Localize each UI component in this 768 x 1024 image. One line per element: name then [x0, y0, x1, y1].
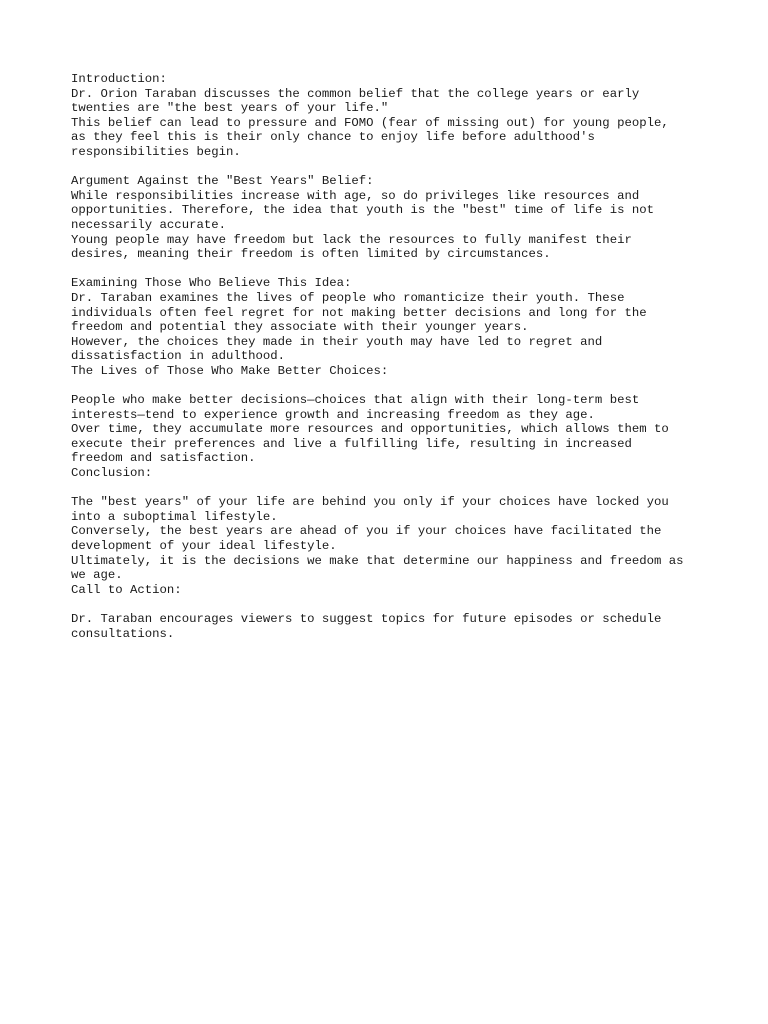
- text-line: Over time, they accumulate more resources and opportunities, which allows them to: [71, 422, 669, 437]
- text-line: [71, 481, 711, 496]
- text-line: we age.: [71, 568, 123, 583]
- text-line: This belief can lead to pressure and FOMO (fear of missing out) for young people,: [71, 115, 669, 130]
- text-line: individuals often feel regret for not making better decisions and long for the: [71, 305, 647, 320]
- text-line: Examining Those Who Believe This Idea:: [71, 276, 352, 291]
- text-line: The "best years" of your life are behind you only if your choices have locked you: [71, 495, 669, 510]
- text-line: However, the choices they made in their youth may have led to regret and: [71, 334, 603, 349]
- text-line: [71, 160, 711, 175]
- text-line: While responsibilities increase with age, so do privileges like resources and: [71, 188, 640, 203]
- text-line: [71, 378, 711, 393]
- text-line: Young people may have freedom but lack the resources to fully manifest their: [71, 232, 632, 247]
- text-line: [71, 597, 711, 612]
- text-line: development of your ideal lifestyle.: [71, 539, 337, 553]
- text-line: opportunities. Therefore, the idea that youth is the "best" time of life is not: [71, 203, 654, 218]
- text-line: interests—tend to experience growth and increasing freedom as they age.: [71, 407, 595, 422]
- text-line: Dr. Taraban encourages viewers to suggest topics for future episodes or schedule: [71, 611, 662, 626]
- text-line: Dr. Orion Taraban discusses the common belief that the college years or early: [71, 86, 640, 101]
- text-line: responsibilities begin.: [71, 144, 241, 159]
- text-line: Ultimately, it is the decisions we make that determine our happiness and freedom as: [71, 553, 684, 568]
- text-line: freedom and potential they associate with their younger years.: [71, 320, 529, 335]
- document-page: [71, 72, 711, 641]
- text-line: Argument Against the "Best Years" Belief:: [71, 174, 374, 189]
- text-line: Introduction:: [71, 72, 167, 86]
- text-line: desires, meaning their freedom is often limited by circumstances.: [71, 247, 551, 262]
- text-line: necessarily accurate.: [71, 217, 226, 232]
- text-line: as they feel this is their only chance to enjoy life before adulthood's: [71, 130, 595, 145]
- text-line: People who make better decisions—choices that align with their long-term best: [71, 393, 640, 408]
- text-line: The Lives of Those Who Make Better Choices:: [71, 363, 389, 378]
- text-line: dissatisfaction in adulthood.: [71, 349, 286, 364]
- text-line: into a suboptimal lifestyle.: [71, 509, 278, 524]
- text-line: freedom and satisfaction.: [71, 451, 256, 466]
- text-line: Conclusion:: [71, 466, 153, 481]
- text-line: Call to Action:: [71, 582, 182, 597]
- text-line: Conversely, the best years are ahead of you if your choices have facilitated the: [71, 524, 662, 539]
- text-line: Dr. Taraban examines the lives of people who romanticize their youth. These: [71, 290, 625, 305]
- text-line: execute their preferences and live a fulfilling life, resulting in increased: [71, 436, 632, 451]
- text-line: consultations.: [71, 626, 175, 641]
- text-line: [71, 262, 711, 277]
- text-line: twenties are "the best years of your life.": [71, 101, 389, 116]
